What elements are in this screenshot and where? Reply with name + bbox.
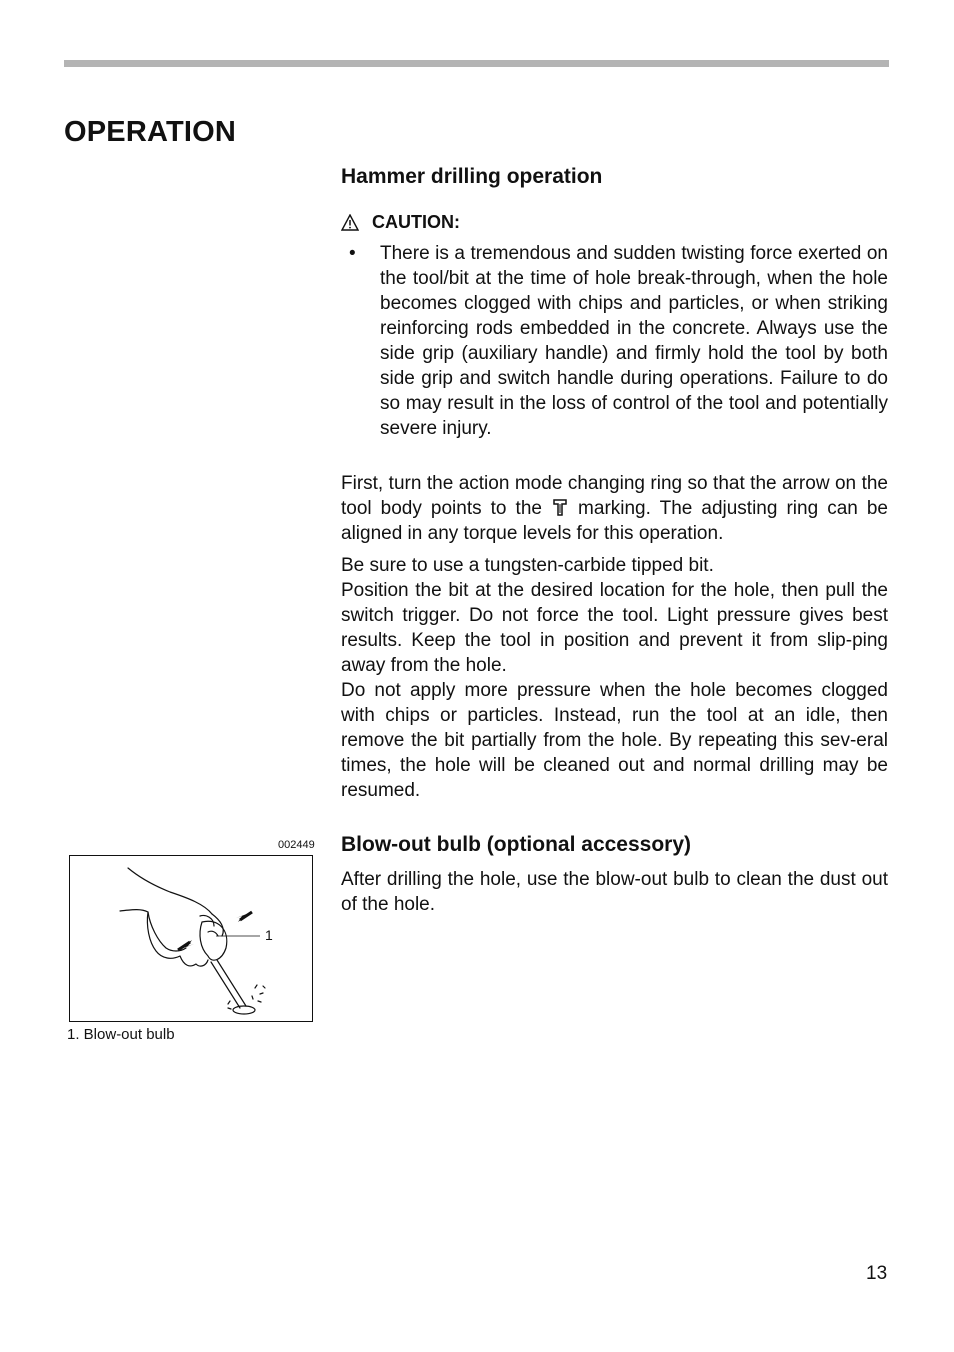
blow-out-bulb-figure bbox=[69, 855, 313, 1022]
figure-callout-number: 1 bbox=[265, 927, 273, 943]
blow-out-text: After drilling the hole, use the blow-out bulb to clean the dust out of the hole. bbox=[341, 869, 888, 915]
hammer-drilling-heading: Hammer drilling operation bbox=[341, 165, 603, 188]
warning-triangle-icon bbox=[341, 214, 359, 231]
drilling-instructions bbox=[341, 553, 888, 803]
top-rule bbox=[64, 60, 889, 67]
bullet-dot: • bbox=[349, 243, 356, 264]
figure-code: 002449 bbox=[278, 839, 315, 851]
bit-instruction: Be sure to use a tungsten-carbide tipped bit. bbox=[341, 555, 714, 576]
blow-out-heading: Blow-out bulb (optional accessory) bbox=[341, 833, 692, 856]
caution-label: CAUTION: bbox=[372, 212, 460, 232]
page-number: 13 bbox=[866, 1263, 888, 1284]
hammer-drill-mode-icon bbox=[553, 498, 567, 516]
figure-caption: 1. Blow-out bulb bbox=[67, 1026, 175, 1043]
mode-instruction-paragraph bbox=[341, 471, 888, 546]
mode-instruction-text-end: marking. The adjusting ring can be aligned in any torque levels for this operation. bbox=[341, 498, 888, 544]
caution-label-row bbox=[341, 212, 460, 233]
mode-instruction-text-start: First, turn the action mode changing ring so that the arrow on the tool body points to the bbox=[341, 473, 888, 519]
position-instruction: Position the bit at the desired location for the hole, then pull the switch trigger. Do not force the tool. Light pressure gives best results. Keep the tool in position and prevent it from slip-ping away from the hole. bbox=[341, 580, 888, 676]
clogging-instruction: Do not apply more pressure when the hole becomes clogged with chips or particles. Instead, run the tool at an idle, then remove the bit partially from the hole. By repeating this sev-eral times, the hole will be cleaned out and normal drilling may be resumed. bbox=[341, 680, 888, 801]
section-title: OPERATION bbox=[64, 116, 237, 148]
caution-bullet-text: There is a tremendous and sudden twisting force exerted on the tool/bit at the time of hole break-through, when the hole becomes clogged with chips and particles, or when striking reinforcing rods embedded in the concrete. Always use the side grip (auxiliary handle) and firmly hold the tool by both side grip and switch handle during operations. Failure to do so may result in the loss of control of the tool and potentially severe injury. bbox=[380, 243, 888, 439]
blow-out-bulb-illustration bbox=[70, 856, 311, 1020]
